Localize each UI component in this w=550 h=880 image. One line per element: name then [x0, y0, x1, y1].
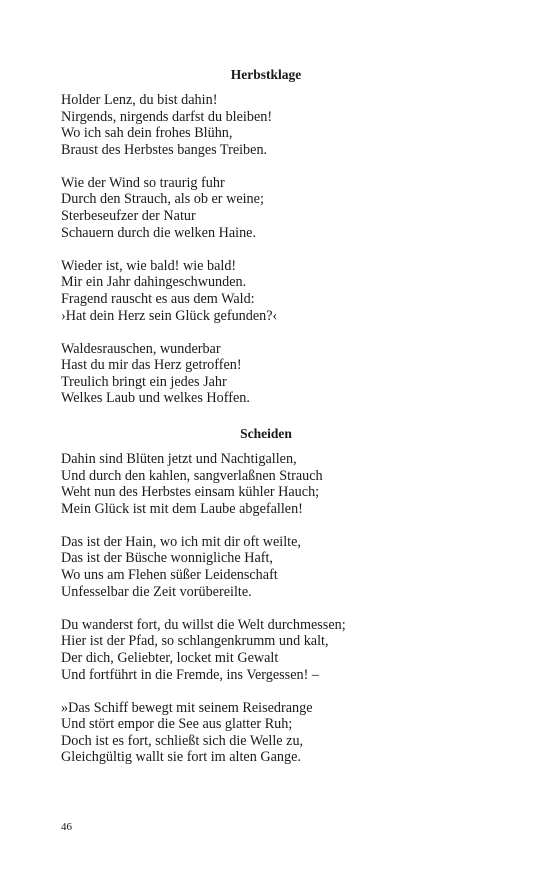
poem-title: Herbstklage	[230, 67, 302, 82]
verse-line: Das ist der Büsche wonnigliche Haft,	[61, 550, 273, 567]
verse-line: Gleichgültig wallt sie fort im alten Gange.	[61, 749, 301, 766]
stanza	[61, 92, 471, 158]
verse-line: Doch ist es fort, schließt sich die Welle zu,	[61, 732, 304, 749]
verse-line: Weht nun des Herbstes einsam kühler Hauch;	[61, 484, 320, 501]
verse-line: Und fortführt in die Fremde, ins Vergessen! –	[61, 666, 319, 683]
verse-line: Dahin sind Blüten jetzt und Nachtigallen,	[61, 451, 297, 467]
verse-line: Und durch den kahlen, sangverlaßnen Strauch	[61, 467, 323, 484]
verse-line: Nirgends, nirgends darfst du bleiben!	[61, 108, 273, 125]
verse-line: Und stört empor die See aus glatter Ruh;	[61, 716, 293, 733]
stanza	[61, 258, 471, 324]
verse-line: Wieder ist, wie bald! wie bald!	[61, 257, 237, 274]
verse-line: »Das Schiff bewegt mit seinem Reisedrange	[61, 699, 313, 716]
verse-line: Der dich, Geliebter, locket mit Gewalt	[61, 649, 279, 666]
verse-line: Schauern durch die welken Haine.	[61, 224, 257, 241]
verse-line: Du wanderst fort, du willst die Welt durchmessen;	[61, 616, 346, 633]
verse-line: Durch den Strauch, als ob er weine;	[61, 191, 264, 208]
verse-line: Das ist der Hain, wo ich mit dir oft weilte,	[61, 533, 301, 550]
verse-line: Wo ich sah dein frohes Blühn,	[61, 125, 233, 142]
stanza	[61, 341, 471, 407]
stanza	[61, 700, 471, 766]
verse-line: Wie der Wind so traurig fuhr	[61, 174, 225, 191]
verse-line: Hier ist der Pfad, so schlangenkrumm und kalt,	[61, 633, 329, 650]
verse-line: Mir ein Jahr dahingeschwunden.	[61, 274, 247, 291]
verse-line: Mein Glück ist mit dem Laube abgefallen!	[61, 500, 303, 517]
verse-line: Welkes Laub und welkes Hoffen.	[61, 390, 250, 407]
poem-herbstklage	[61, 66, 471, 407]
verse-line: Unfesselbar die Zeit vorübereilte.	[61, 583, 252, 600]
book-page	[61, 66, 471, 784]
stanza	[61, 534, 471, 600]
verse-line: Holder Lenz, du bist dahin!	[61, 92, 218, 108]
poem-scheiden	[61, 425, 471, 766]
stanza	[61, 617, 471, 683]
verse-line: Wo uns am Flehen süßer Leidenschaft	[61, 567, 278, 584]
verse-line: ›Hat dein Herz sein Glück gefunden?‹	[61, 307, 278, 324]
page-number: 46	[61, 821, 72, 833]
verse-line: Hast du mir das Herz getroffen!	[61, 357, 242, 374]
stanza	[61, 451, 471, 517]
stanza	[61, 175, 471, 241]
verse-line: Waldesrauschen, wunderbar	[61, 340, 221, 357]
verse-line: Sterbeseufzer der Natur	[61, 208, 196, 225]
verse-line: Braust des Herbstes banges Treiben.	[61, 141, 268, 158]
verse-line: Treulich bringt ein jedes Jahr	[61, 373, 227, 390]
poem-title: Scheiden	[240, 426, 292, 441]
verse-line: Fragend rauscht es aus dem Wald:	[61, 290, 255, 307]
